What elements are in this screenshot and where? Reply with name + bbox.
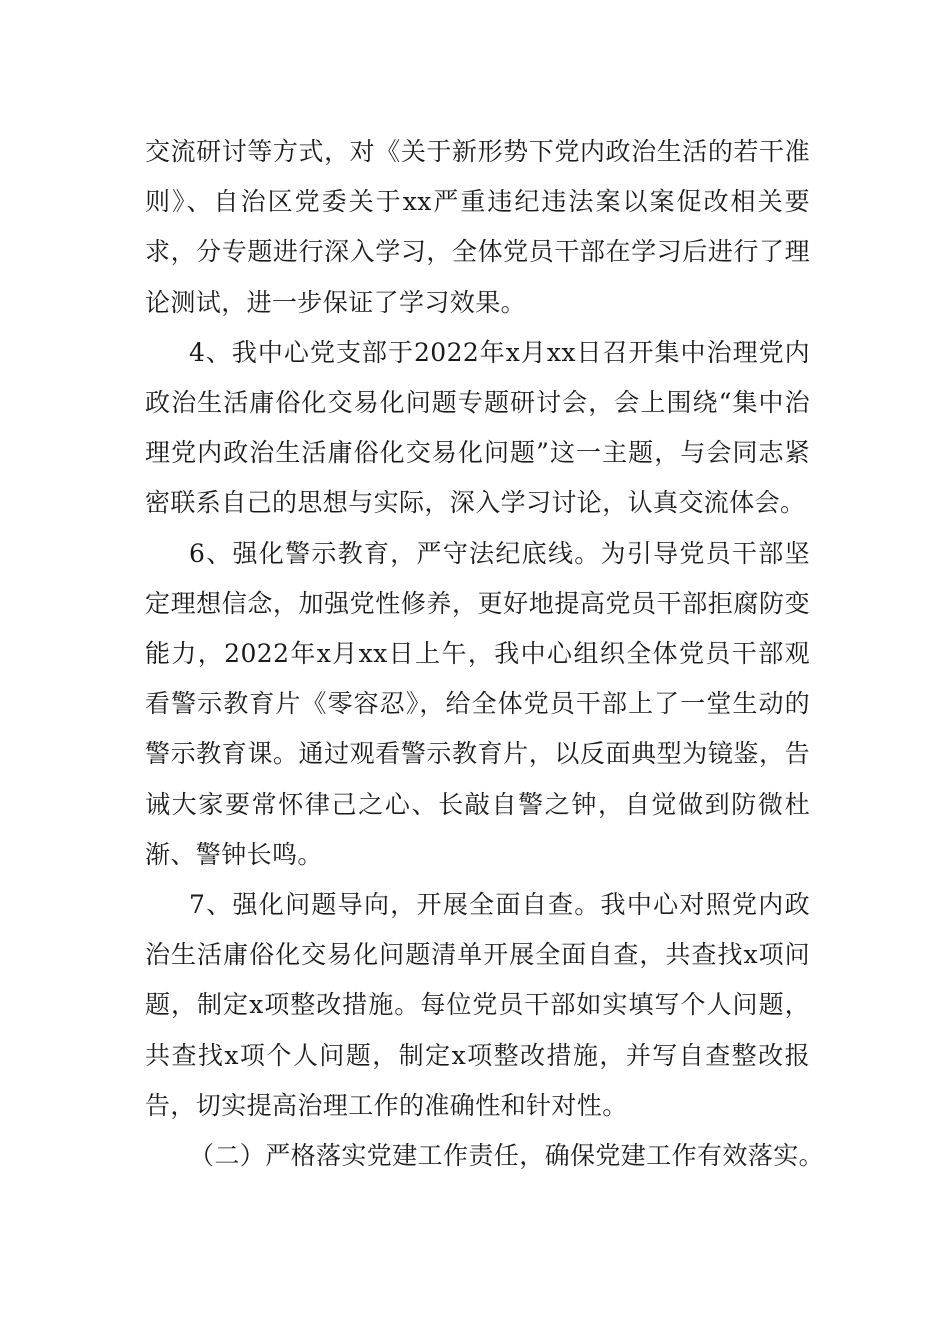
paragraph-item-7: 7、强化问题导向，开展全面自查。我中心对照党内政治生活庸俗化交易化问题清单开展全面自查，共查找x项问题，制定x项整改措施。每位党员干部如实填写个人问题，共查找x项个人问题，制定x项整改措施，并写自查整改报告，切实提高治理工作的准确性和针对性。 (145, 890, 810, 1120)
section-heading: （二）严格落实党建工作责任，确保党建工作有效落实。 (189, 1141, 825, 1171)
paragraph-item-4: 4、我中心党支部于2022年x月xx日召开集中治理党内政治生活庸俗化交易化问题专题研讨会，会上围绕“集中治理党内政治生活庸俗化交易化问题”这一主题，与会同志紧密联系自己的思想与实际，深入学习讨论，认真交流体会。 (145, 337, 810, 518)
document-body (145, 127, 825, 1181)
paragraph-continued: 交流研讨等方式，对《关于新形势下党内政治生活的若干准则》、自治区党委关于xx严重违纪违法案以案促改相关要求，分专题进行深入学习，全体党员干部在学习后进行了理论测试，进一步保证了学习效果。 (145, 137, 810, 317)
paragraph-item-6: 6、强化警示教育，严守法纪底线。为引导党员干部坚定理想信念，加强党性修养，更好地提高党员干部拒腐防变能力，2022年x月xx日上午，我中心组织全体党员干部观看警示教育片《零容忍》，给全体党员干部上了一堂生动的警示教育课。通过观看警示教育片，以反面典型为镜鉴，告诫大家要常怀律己之心、长敲自警之钟，自觉做到防微杜渐、警钟长鸣。 (145, 538, 810, 869)
